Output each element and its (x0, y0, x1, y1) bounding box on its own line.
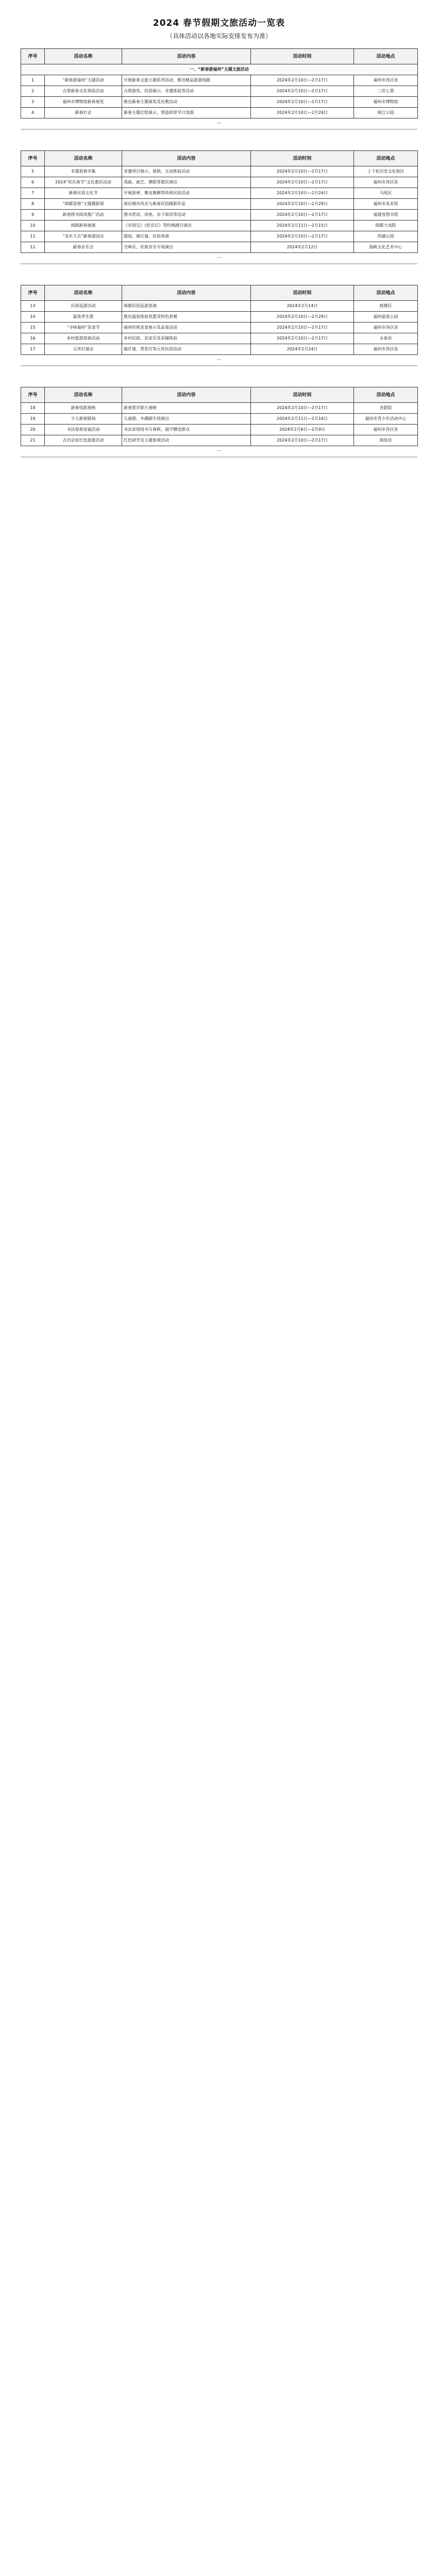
cell-time: 2024年2月10日—2月17日 (251, 210, 354, 221)
table-header-row (21, 387, 418, 403)
column-header: 活动名称 (45, 151, 122, 166)
table-row (21, 177, 418, 188)
column-header: 活动名称 (45, 285, 122, 301)
document-subtitle: （具体活动以各地实际安排发布为准） (166, 32, 272, 40)
cell-content: 非遗项目展示、展销，互动体验活动 (122, 166, 251, 177)
cell-time: 2024年2月10日—2月17日 (251, 403, 354, 414)
column-header: 活动地点 (354, 285, 418, 301)
table-header-row (21, 285, 418, 301)
cell-content: 红色研学及主题参观活动 (122, 435, 251, 446)
cell-no: 5 (21, 166, 45, 177)
cell-content: 开展新春文旅主题系列活动，推出精品旅游线路 (122, 75, 251, 86)
cell-time: 2024年2月10日—2月17日 (251, 97, 354, 108)
table-row (21, 221, 418, 231)
cell-place: 福州市各区县 (354, 75, 418, 86)
cell-no: 10 (21, 221, 45, 231)
cell-place: 三坊七巷 (354, 86, 418, 97)
cell-no: 12 (21, 242, 45, 253)
cell-content: 《甘国宝》《贬官记》等经典剧目演出 (122, 221, 251, 231)
cell-name: 温泉养生游 (45, 312, 122, 323)
cell-no: 7 (21, 188, 45, 199)
table-row (21, 75, 418, 86)
cell-content: 福州传统美食展示及品鉴活动 (122, 323, 251, 333)
cell-no: 20 (21, 425, 45, 435)
table-sheet (21, 285, 417, 366)
cell-place: 西湖公园 (354, 231, 418, 242)
cell-time: 2024年2月10日—2月29日 (251, 312, 354, 323)
column-header: 活动地点 (354, 49, 418, 64)
page-separator: — (216, 448, 222, 453)
cell-time: 2024年2月11日—2月15日 (251, 221, 354, 231)
cell-name: 乡村旅游迎春活动 (45, 333, 122, 344)
cell-name: 少儿新春剧场 (45, 414, 122, 425)
cell-time: 2024年2月10日—2月24日 (251, 108, 354, 118)
column-header: 序号 (21, 151, 45, 166)
column-header: 活动地点 (354, 151, 418, 166)
table-row (21, 344, 418, 355)
cell-content: 新春主题灯组展示，营造浓厚节日氛围 (122, 108, 251, 118)
column-header: 序号 (21, 285, 45, 301)
cell-name: 新春音乐会 (45, 242, 122, 253)
section-heading: 一、“新春游福州”主题文旅活动 (21, 64, 418, 75)
table-row (21, 188, 418, 199)
cell-name: 2024“欢乐春节”文化惠民活动 (45, 177, 122, 188)
cell-name: 民俗巡游活动 (45, 301, 122, 312)
cell-content: 展出城市风光与新春民俗摄影作品 (122, 199, 251, 210)
cell-name: 非遗迎春市集 (45, 166, 122, 177)
cell-content: 交响乐、民族音乐专场演出 (122, 242, 251, 253)
column-header: 活动时间 (251, 151, 354, 166)
cell-content: 图书荐读、讲座、亲子阅读等活动 (122, 210, 251, 221)
cell-name: 新春灯会 (45, 108, 122, 118)
column-header: 活动时间 (251, 285, 354, 301)
section-row (21, 64, 418, 75)
column-header: 活动内容 (122, 387, 251, 403)
sheets (0, 48, 438, 457)
table-row (21, 210, 418, 221)
cell-content: 乡村民宿、农家乐及采摘体验 (122, 333, 251, 344)
cell-content: 开展游神、舞龙舞狮等传统民俗活动 (122, 188, 251, 199)
cell-time: 2024年2月11日—2月16日 (251, 414, 354, 425)
cell-no: 3 (21, 97, 45, 108)
table-header-row (21, 49, 418, 64)
table-row (21, 435, 418, 446)
cell-place: 福州市博物馆 (354, 97, 418, 108)
column-header: 活动名称 (45, 387, 122, 403)
cell-no: 9 (21, 210, 45, 221)
cell-time: 2024年2月10日—2月17日 (251, 435, 354, 446)
cell-no: 15 (21, 323, 45, 333)
cell-content: 猜灯谜、赏花灯等元宵民俗活动 (122, 344, 251, 355)
cell-place: 各影院 (354, 403, 418, 414)
cell-name: 新春电影展映 (45, 403, 122, 414)
table-row (21, 108, 418, 118)
column-header: 活动时间 (251, 387, 354, 403)
table-header-row (21, 151, 418, 166)
cell-content: 戏曲、曲艺、舞蹈等惠民演出 (122, 177, 251, 188)
cell-no: 1 (21, 75, 45, 86)
cell-no: 2 (21, 86, 45, 97)
cell-no: 17 (21, 344, 45, 355)
table-row (21, 97, 418, 108)
cell-name: “新春游福州”主题活动 (45, 75, 122, 86)
column-header: 序号 (21, 387, 45, 403)
cell-content: 闽都民俗巡游表演 (122, 301, 251, 312)
cell-content: 推出温泉体验优惠及特色套餐 (122, 312, 251, 323)
cell-no: 11 (21, 231, 45, 242)
cell-time: 2024年2月10日—2月17日 (251, 86, 354, 97)
cell-name: 元宵灯谜会 (45, 344, 122, 355)
cell-name: “寻味福州”美食节 (45, 323, 122, 333)
cell-content: 儿童剧、木偶剧专场演出 (122, 414, 251, 425)
column-header: 活动名称 (45, 49, 122, 64)
cell-place: 上下杭历史文化街区 (354, 166, 418, 177)
cell-content: 新春贺岁影片展映 (122, 403, 251, 414)
cell-place: 永泰县 (354, 333, 418, 344)
cell-name: 书法迎春送福活动 (45, 425, 122, 435)
column-header: 活动内容 (122, 151, 251, 166)
cell-time: 2024年2月10日—2月17日 (251, 231, 354, 242)
cell-place: 福州市各区县 (354, 425, 418, 435)
cell-name: “闽都迎春”主题摄影展 (45, 199, 122, 210)
column-header: 序号 (21, 49, 45, 64)
activity-table (21, 48, 418, 118)
document-title: 2024 春节假期文旅活动一览表 (153, 18, 285, 28)
cell-no: 16 (21, 333, 45, 344)
column-header: 活动地点 (354, 387, 418, 403)
cell-no: 6 (21, 177, 45, 188)
page-separator: — (216, 255, 222, 260)
cell-place: 马尾区 (354, 188, 418, 199)
cell-place: 福州市美术馆 (354, 199, 418, 210)
cell-time: 2024年2月24日 (251, 344, 354, 355)
cell-place: 福建省图书馆 (354, 210, 418, 221)
table-row (21, 199, 418, 210)
cell-name: 新春民俗文化节 (45, 188, 122, 199)
table-sheet (21, 387, 417, 457)
activity-table (21, 387, 418, 446)
page-separator: — (216, 357, 222, 362)
cell-content: 游园、猜灯谜、民俗表演 (122, 231, 251, 242)
cell-name: 福州市博物馆新春展览 (45, 97, 122, 108)
column-header: 活动时间 (251, 49, 354, 64)
cell-time: 2024年2月10日—2月17日 (251, 333, 354, 344)
cell-time: 2024年2月10日—2月29日 (251, 199, 354, 210)
column-header: 活动内容 (122, 49, 251, 64)
cell-name: 新春图书阅读推广活动 (45, 210, 122, 221)
cell-no: 14 (21, 312, 45, 323)
cell-no: 8 (21, 199, 45, 210)
cell-name: 古厝新春文化体验活动 (45, 86, 122, 97)
table-sheet (21, 150, 417, 264)
table-row (21, 166, 418, 177)
table-row (21, 403, 418, 414)
cell-place: 福州市各区县 (354, 323, 418, 333)
cell-content: 推出新春主题展览及社教活动 (122, 97, 251, 108)
cell-no: 13 (21, 301, 45, 312)
cell-content: 书法家现场书写春联、福字赠送群众 (122, 425, 251, 435)
cell-place: 福州市各区县 (354, 177, 418, 188)
cell-name: 闽剧新春展演 (45, 221, 122, 231)
cell-no: 4 (21, 108, 45, 118)
cell-time: 2024年2月14日 (251, 301, 354, 312)
cell-name: 古田会址红色旅游活动 (45, 435, 122, 446)
column-header: 活动内容 (122, 285, 251, 301)
table-row (21, 301, 418, 312)
cell-name: “龙年大吉”新春游园会 (45, 231, 122, 242)
cell-no: 18 (21, 403, 45, 414)
cell-time: 2024年2月10日—2月17日 (251, 75, 354, 86)
table-row (21, 333, 418, 344)
cell-place: 闽都大戏院 (354, 221, 418, 231)
cell-time: 2024年2月10日—2月17日 (251, 177, 354, 188)
cell-content: 古厝游览、民俗展示、非遗体验等活动 (122, 86, 251, 97)
table-row (21, 242, 418, 253)
cell-time: 2024年2月10日—2月17日 (251, 323, 354, 333)
cell-place: 闽侯县 (354, 435, 418, 446)
table-row (21, 425, 418, 435)
activity-table (21, 285, 418, 355)
table-row (21, 231, 418, 242)
cell-no: 21 (21, 435, 45, 446)
cell-no: 19 (21, 414, 45, 425)
cell-place: 福州市各区县 (354, 344, 418, 355)
cell-time: 2024年2月10日—2月17日 (251, 166, 354, 177)
cell-place: 福州市青少年活动中心 (354, 414, 418, 425)
activity-table (21, 150, 418, 253)
table-row (21, 414, 418, 425)
table-row (21, 323, 418, 333)
cell-place: 闽江公园 (354, 108, 418, 118)
cell-time: 2024年2月10日—2月24日 (251, 188, 354, 199)
page-separator: — (216, 121, 222, 126)
cell-place: 鼓楼区 (354, 301, 418, 312)
table-row (21, 86, 418, 97)
cell-time: 2024年2月6日—2月9日 (251, 425, 354, 435)
table-sheet (21, 48, 417, 130)
table-row (21, 312, 418, 323)
cell-place: 海峡文化艺术中心 (354, 242, 418, 253)
cell-place: 福州温泉公园 (354, 312, 418, 323)
cell-time: 2024年2月12日 (251, 242, 354, 253)
